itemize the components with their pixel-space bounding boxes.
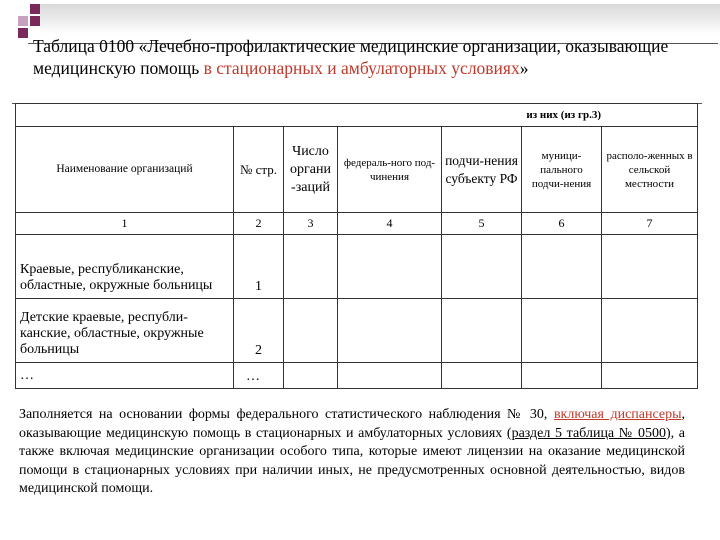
data-cell (522, 235, 602, 299)
header-subject: подчи-нения субъекту РФ (442, 127, 522, 213)
square-icon (18, 16, 28, 26)
col-number: 5 (442, 213, 522, 235)
data-cell (602, 299, 698, 363)
col-number: 3 (284, 213, 338, 235)
data-cell (338, 299, 442, 363)
data-cell (284, 235, 338, 299)
header-municipal: муници-пального подчи-нения (522, 127, 602, 213)
data-cell (442, 299, 522, 363)
data-cell (522, 299, 602, 363)
title-text: Таблица 0100 «Лечебно-профилактические медицинские организации, оказывающие медицинскую помощь (33, 36, 669, 78)
row-number: 1 (234, 235, 284, 299)
data-cell (284, 363, 338, 389)
row-name: Краевые, республиканские, областные, окружные больницы (16, 235, 234, 299)
header-row-number: № стр. (234, 127, 284, 213)
header-count: Число органи -заций (284, 127, 338, 213)
header-rural: располо-женных в сельской местности (602, 127, 698, 213)
col-number: 2 (234, 213, 284, 235)
header-federal: федераль-ного под-чинения (338, 127, 442, 213)
report-table (15, 103, 698, 389)
footnote-text (19, 406, 685, 499)
col-number: 4 (338, 213, 442, 235)
header-name: Наименование организаций (16, 127, 234, 213)
slide-title (33, 35, 693, 79)
data-cell (602, 363, 698, 389)
table-row (16, 299, 698, 363)
data-cell (442, 235, 522, 299)
square-icon (18, 28, 28, 38)
col-number: 7 (602, 213, 698, 235)
data-cell (338, 235, 442, 299)
row-number: … (234, 363, 284, 389)
square-icon (30, 16, 40, 26)
column-number-row (16, 213, 698, 235)
title-accent-text: в стационарных и амбулаторных условиях (203, 58, 520, 78)
row-name: … (16, 363, 234, 389)
col-number: 6 (522, 213, 602, 235)
title-end: » (519, 58, 529, 78)
row-name: Детские краевые, республи-канские, областные, окружные больницы (16, 299, 234, 363)
footnote-underlined: включая диспансеры (553, 407, 682, 422)
data-cell (284, 299, 338, 363)
table-row (16, 363, 698, 389)
data-cell (338, 363, 442, 389)
data-cell (602, 235, 698, 299)
footnote-part: , оказывающие медицинскую помощь в стационарных и амбулаторных условиях (19, 407, 685, 441)
col-number: 1 (16, 213, 234, 235)
data-cell (522, 363, 602, 389)
data-cell (442, 363, 522, 389)
footnote-underlined: (раздел 5 таблица № 0500) (506, 425, 671, 441)
slide-top-bar (40, 4, 720, 34)
footnote-part: Заполняется на основании формы федерального статистического наблюдения № 30, (19, 407, 554, 422)
footnote-part: , а также включая медицинские организации особого типа, которые имеют лицензии на оказание медицинской помощи в стационарных условиях при наличии иных, не предусмотренных основной деятельностью, видов медицинской помощи. (19, 425, 685, 496)
table-row (16, 235, 698, 299)
subheader-cell: из них (из гр.3) (16, 104, 698, 127)
row-number: 2 (234, 299, 284, 363)
square-icon (30, 4, 40, 14)
